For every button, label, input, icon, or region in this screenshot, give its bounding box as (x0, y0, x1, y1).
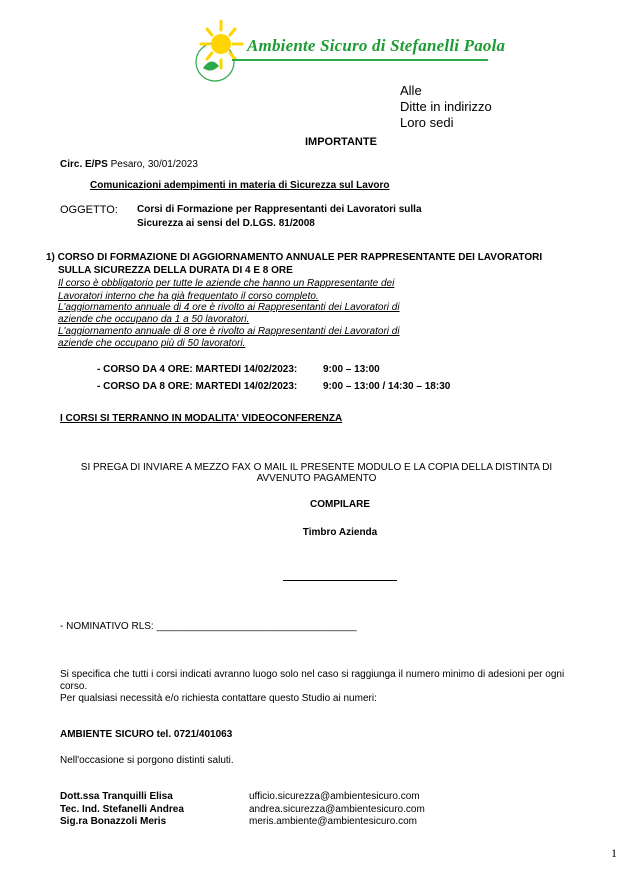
section1-note: L'aggiornamento annuale di 8 ore è rivolto ai Rappresentanti dei Lavoratori di (58, 326, 400, 337)
section1-note: Il corso è obbligatorio per tutte le aziende che hanno un Rappresentante dei (58, 278, 395, 289)
section1-note: aziende che occupano da 1 a 50 lavoratori. (58, 314, 250, 325)
sun-logo-icon (189, 18, 249, 82)
logo-underline (232, 59, 488, 61)
schedule-8h-label: - CORSO DA 8 ORE: MARTEDI 14/02/2023: (97, 381, 298, 392)
videoconferenza-note: I CORSI SI TERRANNO IN MODALITA' VIDEOCONFERENZA (60, 413, 343, 424)
prega-line-1: SI PREGA DI INVIARE A MEZZO FAX O MAIL IL PRESENTE MODULO E LA COPIA DELLA DISTINTA DI (80, 462, 553, 473)
signature-name: Tec. Ind. Stefanelli Andrea (60, 804, 184, 815)
signature-email[interactable]: meris.ambiente@ambientesicuro.com (249, 816, 417, 827)
signature-name: Dott.ssa Tranquilli Elisa (60, 791, 173, 802)
recipient-line-2: Ditte in indirizzo (400, 99, 492, 114)
circ-line (60, 159, 198, 171)
contatto-telefono: AMBIENTE SICURO tel. 0721/401063 (60, 729, 233, 740)
circ-place-date: Pesaro, 30/01/2023 (107, 159, 198, 170)
oggetto-line-2: Sicurezza ai sensi del D.LGS. 81/2008 (137, 218, 315, 229)
section1-note: aziende che occupano più di 50 lavoratori. (58, 338, 246, 349)
signature-email[interactable]: andrea.sicurezza@ambientesicuro.com (249, 804, 425, 815)
specifica-line-3: Per qualsiasi necessità e/o richiesta contattare questo Studio ai numeri: (60, 693, 377, 704)
oggetto-label: OGGETTO: (60, 204, 118, 216)
schedule-4h-label: - CORSO DA 4 ORE: MARTEDI 14/02/2023: (97, 364, 298, 375)
prega-line-2: AVVENUTO PAGAMENTO (256, 473, 377, 484)
signature-email[interactable]: ufficio.sicurezza@ambientesicuro.com (249, 791, 420, 802)
recipient-line-1: Alle (400, 83, 422, 98)
comunicazioni-title: Comunicazioni adempimenti in materia di Sicurezza sul Lavoro (90, 180, 390, 191)
stamp-line (283, 580, 397, 581)
saluti: Nell'occasione si porgono distinti saluti. (60, 755, 234, 766)
circ-label: Circ. E/PS (60, 159, 108, 170)
section1-note: Lavoratori interno che ha già frequentato il corso completo. (58, 291, 319, 302)
section1-title-line-2: SULLA SICUREZZA DELLA DURATA DI 4 E 8 ORE (58, 265, 293, 276)
specifica-line-1: Si specifica che tutti i corsi indicati avranno luogo solo nel caso si raggiunga il numero minimo di adesioni per ogni (60, 669, 565, 680)
heading-importante: IMPORTANTE (305, 136, 377, 148)
schedule-4h-time: 9:00 – 13:00 (323, 364, 380, 375)
nominativo-field[interactable]: - NOMINATIVO RLS: ____________________________________ (60, 621, 357, 632)
specifica-line-2: corso. (60, 681, 88, 692)
logo-text: Ambiente Sicuro di Stefanelli Paola (247, 36, 506, 55)
section1-title-line-1: 1) CORSO DI FORMAZIONE DI AGGIORNAMENTO ANNUALE PER RAPPRESENTANTE DEI LAVORATORI (46, 252, 543, 263)
schedule-8h-time: 9:00 – 13:00 / 14:30 – 18:30 (323, 381, 451, 392)
oggetto-line-1: Corsi di Formazione per Rappresentanti dei Lavoratori sulla (137, 204, 422, 215)
timbro-label: Timbro Azienda (302, 527, 378, 538)
compilare-label: COMPILARE (310, 499, 370, 510)
recipient-line-3: Loro sedi (400, 115, 454, 130)
section1-note: L'aggiornamento annuale di 4 ore è rivolto ai Rappresentanti dei Lavoratori di (58, 302, 400, 313)
page-number: 1 (611, 846, 617, 860)
signature-name: Sig.ra Bonazzoli Meris (60, 816, 167, 827)
